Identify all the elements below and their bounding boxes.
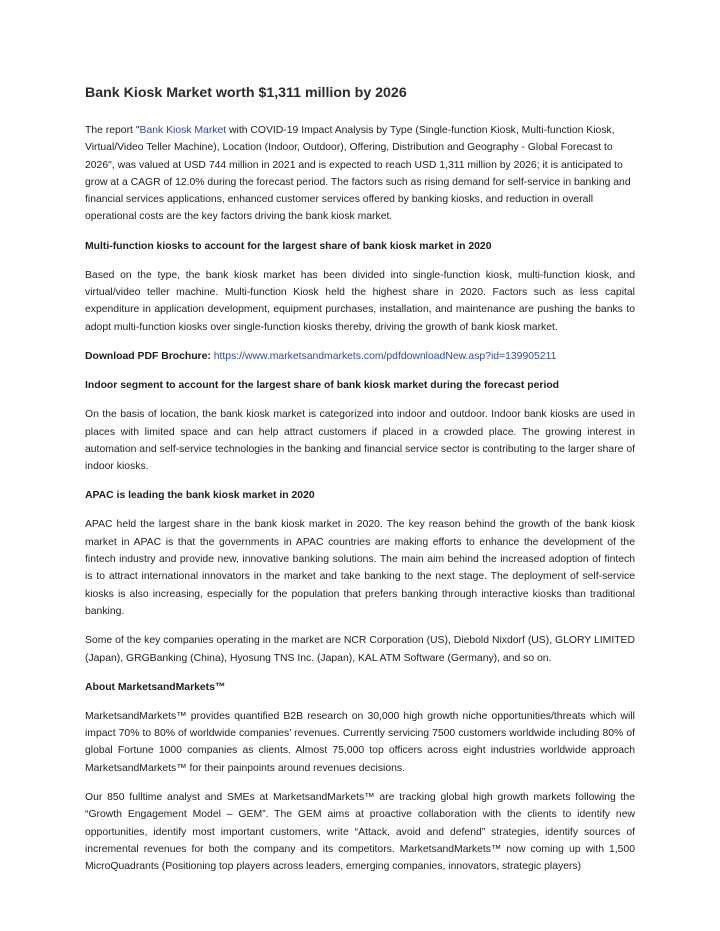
section-heading-apac: APAC is leading the bank kiosk market in 2020 (85, 490, 315, 502)
section-heading-multi-function: Multi-function kiosks to account for the largest share of bank kiosk market in 2020 (85, 240, 492, 252)
intro-text-rest: with COVID-19 Impact Analysis by Type (Single-function Kiosk, Multi-function Kiosk, Virtual/Video Teller Machine), Location (Indoor, Outdoor), Offering, Distribution and Geography - Global Forecast to 2026", was valued at USD 744 million in 2021 and is expected to reach USD 1,311 million by 2026; it is anticipated to grow at a CAGR of 12.0% during the forecast period. The factors such as rising demand for self-service in banking and financial services applications, enhanced customer services offered by banking kiosks, and reduction in overall operational costs are the key factors driving the bank kiosk market. (85, 125, 631, 223)
about-paragraph-2: Our 850 fulltime analyst and SMEs at MarketsandMarkets™ are tracking global high growth markets following the “Growth Engagement Model – GEM”. The GEM aims at proactive collaboration with the clients to identify new opportunities, identify most important customers, write “Attack, avoid and defend” strategies, identify sources of incremental revenues for both the company and its competitors. MarketsandMarkets™ now coming up with 1,500 MicroQuadrants (Positioning top players across leaders, emerging companies, innovators, strategic players) (85, 792, 635, 873)
report-link[interactable]: Bank Kiosk Market (139, 125, 227, 136)
section-heading-indoor: Indoor segment to account for the largest share of bank kiosk market during the forecast period (85, 380, 560, 392)
intro-paragraph (85, 122, 635, 226)
intro-text-start: The report " (85, 125, 140, 136)
section-body-indoor: On the basis of location, the bank kiosk market is categorized into indoor and outdoor. Indoor bank kiosks are used in places with limited space and can help attract customers if placed in a crowded place. The growing interest in automation and self-service technologies in the banking and financial service sector is contributing to the larger share of indoor kiosks. (85, 409, 635, 473)
download-label: Download PDF Brochure: (85, 350, 211, 362)
download-brochure-link[interactable]: https://www.marketsandmarkets.com/pdfdownloadNew.asp?id=139905211 (213, 350, 557, 362)
page-title: Bank Kiosk Market worth $1,311 million by 2026 (85, 85, 407, 101)
about-heading: About MarketsandMarkets™ (85, 681, 226, 693)
about-paragraph-1: MarketsandMarkets™ provides quantified B2B research on 30,000 high growth niche opportunities/threats which will impact 70% to 80% of worldwide companies’ revenues. Currently servicing 7500 customers worldwide including 80% of global Fortune 1000 companies as clients. Almost 75,000 top officers across eight industries worldwide approach MarketsandMarkets™ for their painpoints around revenues decisions. (85, 710, 635, 774)
key-companies-paragraph: Some of the key companies operating in the market are NCR Corporation (US), Diebold Nixdorf (US), GLORY LIMITED (Japan), GRGBanking (China), Hyosung TNS Inc. (Japan), KAL ATM Software (Germany), and so on. (85, 635, 635, 664)
section-body-apac: APAC held the largest share in the bank kiosk market in 2020. The key reason behind the growth of the bank kiosk market in APAC is that the governments in APAC countries are making efforts to enhance the development of the fintech industry and provide new, innovative banking solutions. The main aim behind the increased adoption of fintech is to attract international innovators in the market and take banking to the next stage. The deployment of self-service kiosks is also increasing, especially for the population that prefers banking through interactive kiosks than traditional banking. (85, 519, 635, 617)
section-body-multi-function: Based on the type, the bank kiosk market has been divided into single-function kiosk, multi-function kiosk, and virtual/video teller machine. Multi-function Kiosk held the highest share in 2020. Factors such as less capital expenditure in application development, equipment purchases, installation, and maintenance are pushing the banks to adopt multi-function kiosks over single-function kiosks thereby, driving the growth of bank kiosk market. (85, 269, 635, 333)
download-brochure-line (85, 348, 635, 365)
